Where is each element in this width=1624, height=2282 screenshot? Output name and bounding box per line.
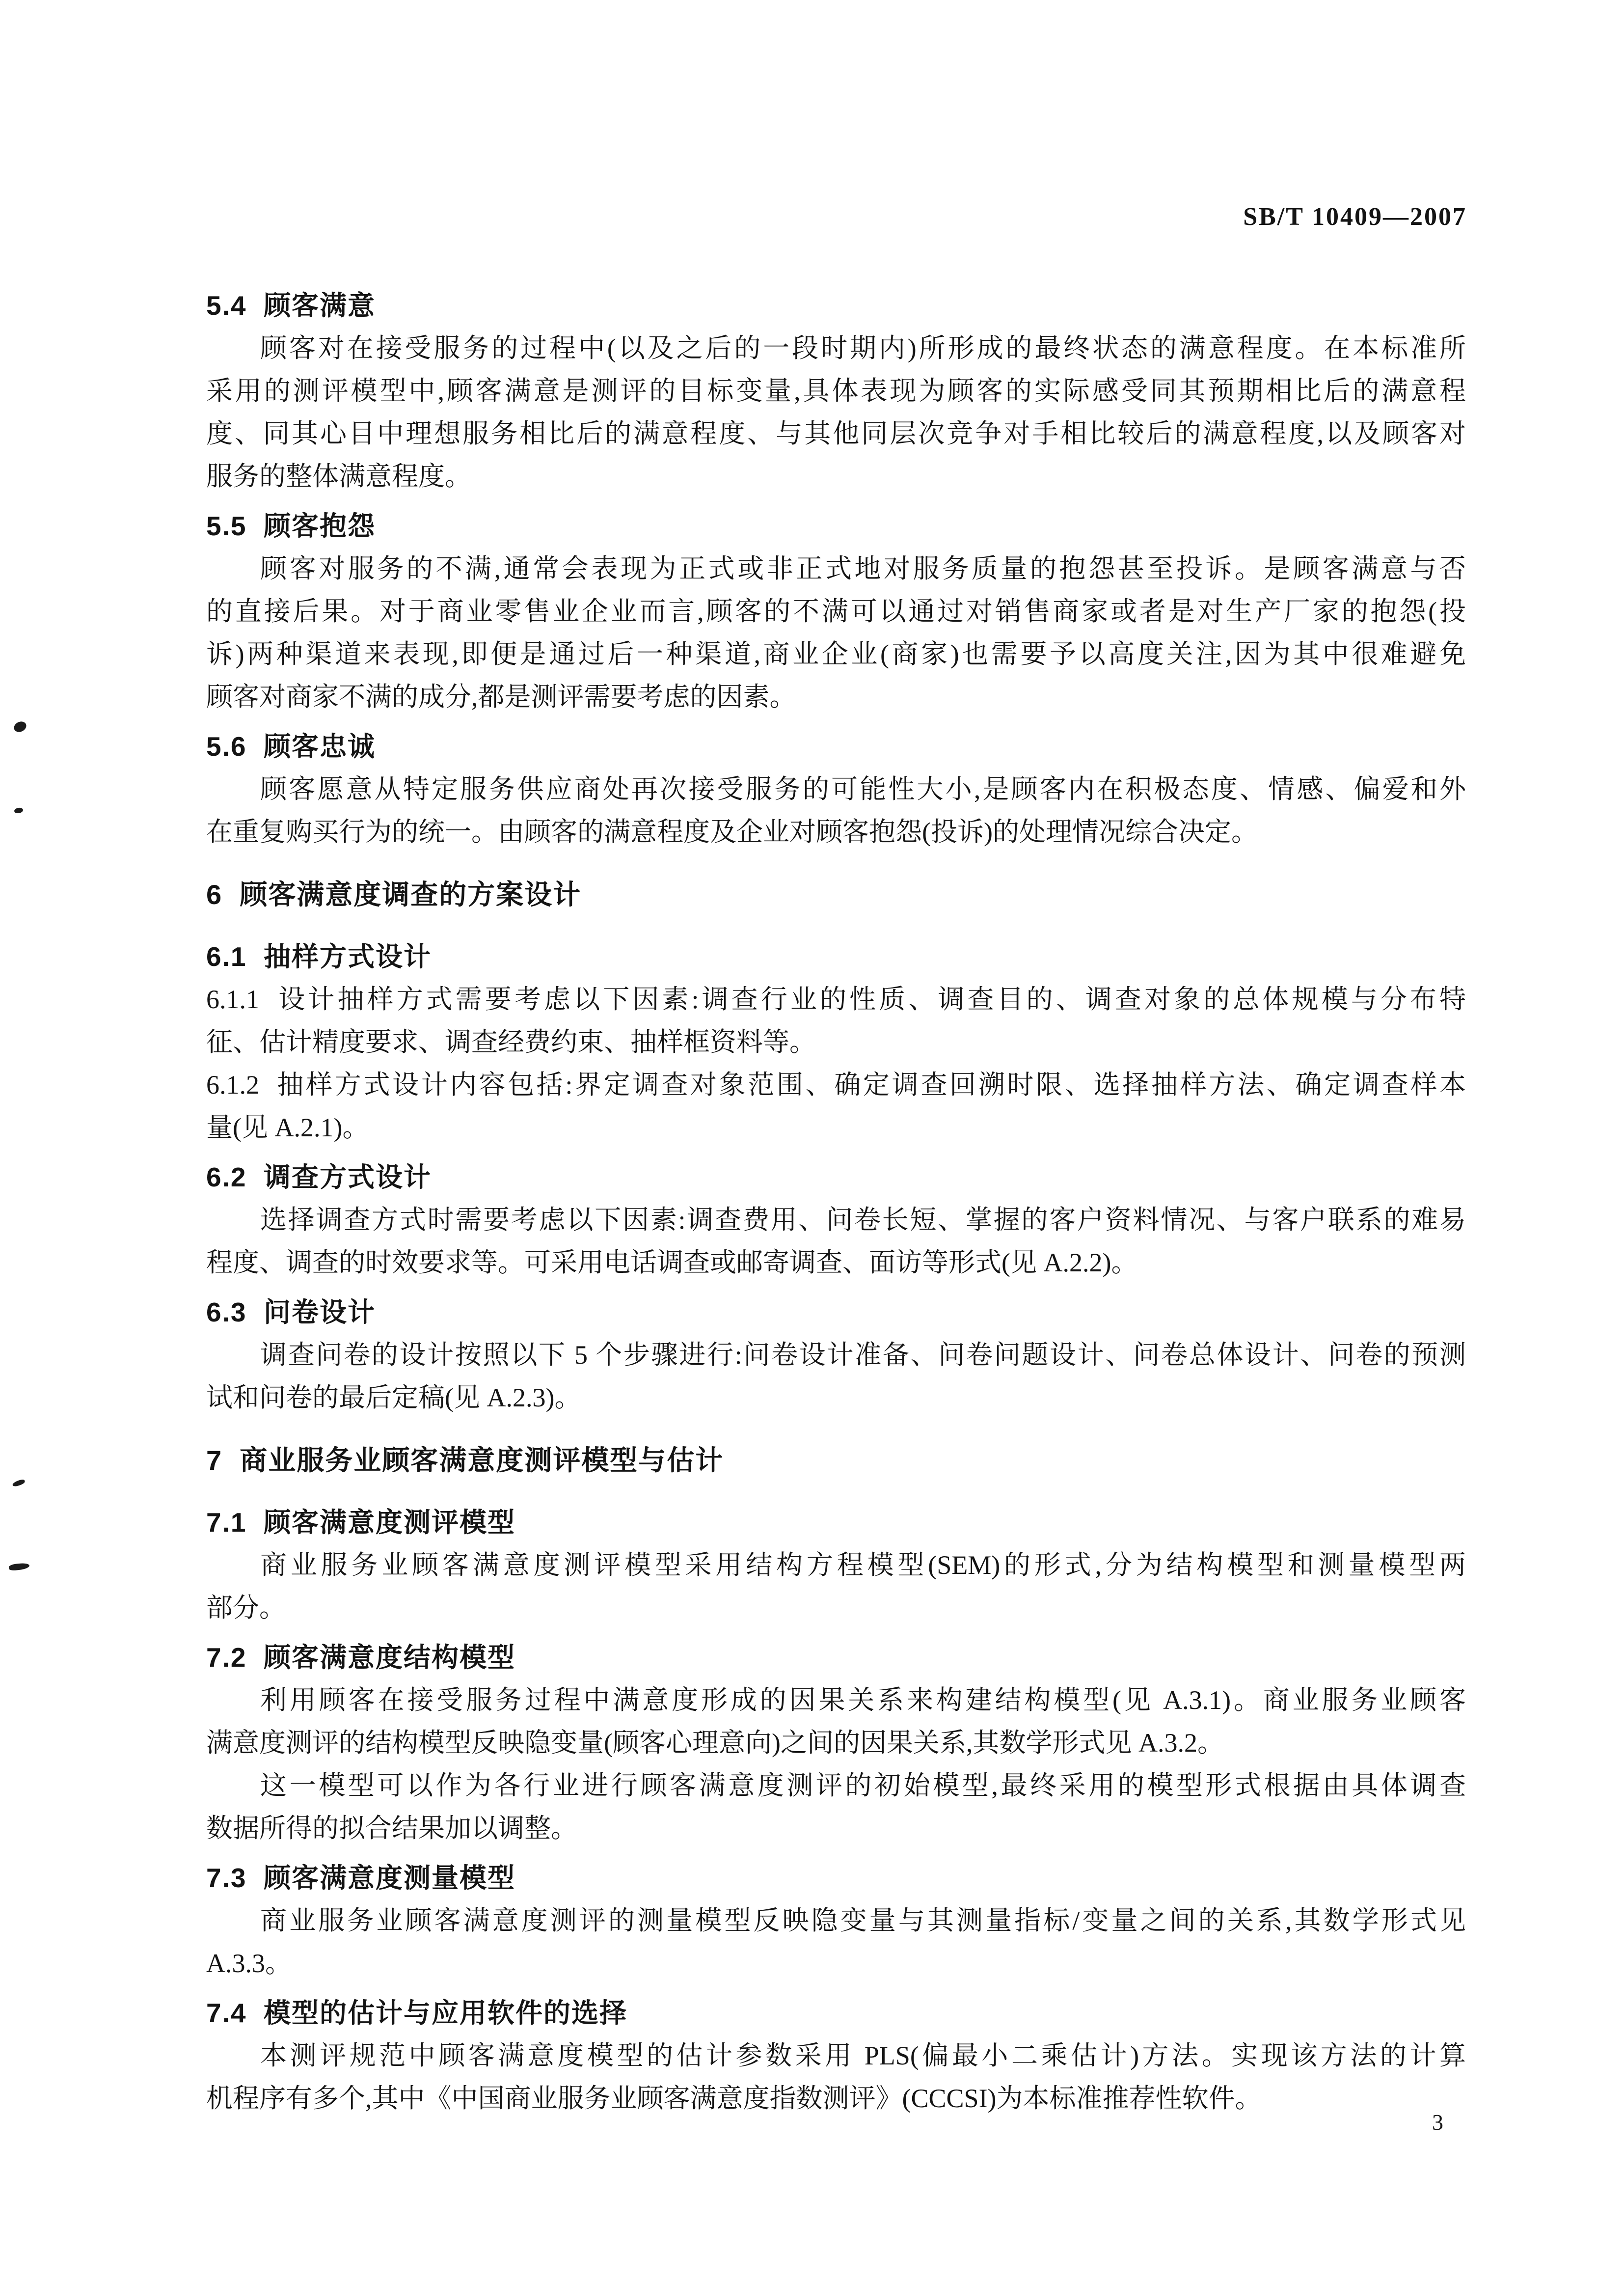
text-line: 的直接后果。对于商业零售业企业而言,顾客的不满可以通过对销售商家或者是对生产厂家的抱怨(投 xyxy=(206,597,1466,626)
text-line: 本测评规范中顾客满意度模型的估计参数采用 PLS(偏最小二乘估计)方法。实现该方法的计算 xyxy=(260,2041,1466,2070)
text-line: 调查问卷的设计按照以下 5 个步骤进行:问卷设计准备、问卷问题设计、问卷总体设计、问卷的预测 xyxy=(260,1340,1466,1370)
clause-heading: 5.4 顾客满意 xyxy=(206,290,376,321)
text-line: 6.1.1 设计抽样方式需要考虑以下因素:调查行业的性质、调查目的、调查对象的总体规模与分布特 xyxy=(206,985,1466,1014)
text-line: 商业服务业顾客满意度测评模型采用结构方程模型(SEM)的形式,分为结构模型和测量模型两 xyxy=(260,1550,1466,1580)
text-line: 满意度测评的结构模型反映隐变量(顾客心理意向)之间的因果关系,其数学形式见 A.3.2。 xyxy=(206,1728,1224,1758)
paragraph xyxy=(206,2035,1466,2120)
text-line: 顾客对商家不满的成分,都是测评需要考虑的因素。 xyxy=(206,682,796,712)
paragraph xyxy=(206,1679,1466,1764)
text-line: 度、同其心目中理想服务相比后的满意程度、与其他同层次竞争对手相比较后的满意程度,以及顾客对 xyxy=(206,419,1466,448)
paragraph xyxy=(206,1199,1466,1284)
paragraph xyxy=(206,1334,1466,1419)
clause-heading: 7.3 顾客满意度测量模型 xyxy=(206,1863,516,1893)
text-line: 诉)两种渠道来表现,即便是通过后一种渠道,商业企业(商家)也需要予以高度关注,因为其中很难避免 xyxy=(206,639,1466,669)
text-line: 数据所得的拟合结果加以调整。 xyxy=(206,1814,577,1843)
clause-heading: 7.4 模型的估计与应用软件的选择 xyxy=(206,1998,628,2028)
ink-speck xyxy=(14,807,24,814)
page-number: 3 xyxy=(1432,2110,1443,2135)
text-line: 试和问卷的最后定稿(见 A.2.3)。 xyxy=(206,1383,581,1412)
chapter-heading: 7 商业服务业顾客满意度测评模型与估计 xyxy=(206,1445,724,1476)
clause-heading: 7.2 顾客满意度结构模型 xyxy=(206,1642,516,1673)
paragraph xyxy=(206,1899,1466,1985)
text-line: 服务的整体满意程度。 xyxy=(206,462,471,491)
ink-speck xyxy=(12,719,28,734)
text-line: 在重复购买行为的统一。由顾客的满意程度及企业对顾客抱怨(投诉)的处理情况综合决定。 xyxy=(206,817,1258,847)
paragraph xyxy=(206,978,1466,1064)
text-line: 采用的测评模型中,顾客满意是测评的目标变量,具体表现为顾客的实际感受同其预期相比后的满意程 xyxy=(206,376,1466,406)
text-line: 顾客对在接受服务的过程中(以及之后的一段时期内)所形成的最终状态的满意程度。在本标准所 xyxy=(260,333,1466,363)
text-line: 部分。 xyxy=(206,1593,286,1622)
chapter-heading: 6 顾客满意度调查的方案设计 xyxy=(206,879,582,910)
paragraph xyxy=(206,1544,1466,1629)
paragraph xyxy=(206,1064,1466,1149)
clause-heading: 7.1 顾客满意度测评模型 xyxy=(206,1507,516,1538)
ink-speck xyxy=(12,1479,26,1487)
paragraph xyxy=(206,548,1466,718)
text-line: 这一模型可以作为各行业进行顾客满意度测评的初始模型,最终采用的模型形式根据由具体调查 xyxy=(260,1771,1466,1800)
text-line: 顾客愿意从特定服务供应商处再次接受服务的可能性大小,是顾客内在积极态度、情感、偏爱和外 xyxy=(260,774,1466,804)
ink-speck xyxy=(8,1563,29,1571)
clause-heading: 6.1 抽样方式设计 xyxy=(206,941,432,972)
text-line: 利用顾客在接受服务过程中满意度形成的因果关系来构建结构模型(见 A.3.1)。商业服务业顾客 xyxy=(260,1685,1466,1715)
text-line: 机程序有多个,其中《中国商业服务业顾客满意度指数测评》(CCCSI)为本标准推荐性软件。 xyxy=(206,2084,1262,2113)
text-line: 程度、调查的时效要求等。可采用电话调查或邮寄调查、面访等形式(见 A.2.2)。 xyxy=(206,1248,1138,1277)
text-line: 商业服务业顾客满意度测评的测量模型反映隐变量与其测量指标/变量之间的关系,其数学形式见 xyxy=(260,1906,1466,1935)
clause-heading: 5.6 顾客忠诚 xyxy=(206,731,376,762)
text-line: 量(见 A.2.1)。 xyxy=(206,1113,369,1142)
clause-heading: 6.3 问卷设计 xyxy=(206,1297,376,1327)
standard-number: SB/T 10409—2007 xyxy=(1243,203,1467,231)
text-line: A.3.3。 xyxy=(206,1949,292,1978)
paragraph xyxy=(206,327,1466,498)
text-line: 6.1.2 抽样方式设计内容包括:界定调查对象范围、确定调查回溯时限、选择抽样方法、确定调查样本 xyxy=(206,1070,1466,1100)
text-line: 选择调查方式时需要考虑以下因素:调查费用、问卷长短、掌握的客户资料情况、与客户联系的难易 xyxy=(260,1205,1466,1235)
document-body xyxy=(206,277,1466,2120)
text-line: 顾客对服务的不满,通常会表现为正式或非正式地对服务质量的抱怨甚至投诉。是顾客满意与否 xyxy=(260,554,1466,583)
clause-heading: 5.5 顾客抱怨 xyxy=(206,511,376,541)
paragraph xyxy=(206,768,1466,853)
clause-heading: 6.2 调查方式设计 xyxy=(206,1162,432,1192)
text-line: 征、估计精度要求、调查经费约束、抽样框资料等。 xyxy=(206,1027,816,1057)
paragraph xyxy=(206,1764,1466,1850)
